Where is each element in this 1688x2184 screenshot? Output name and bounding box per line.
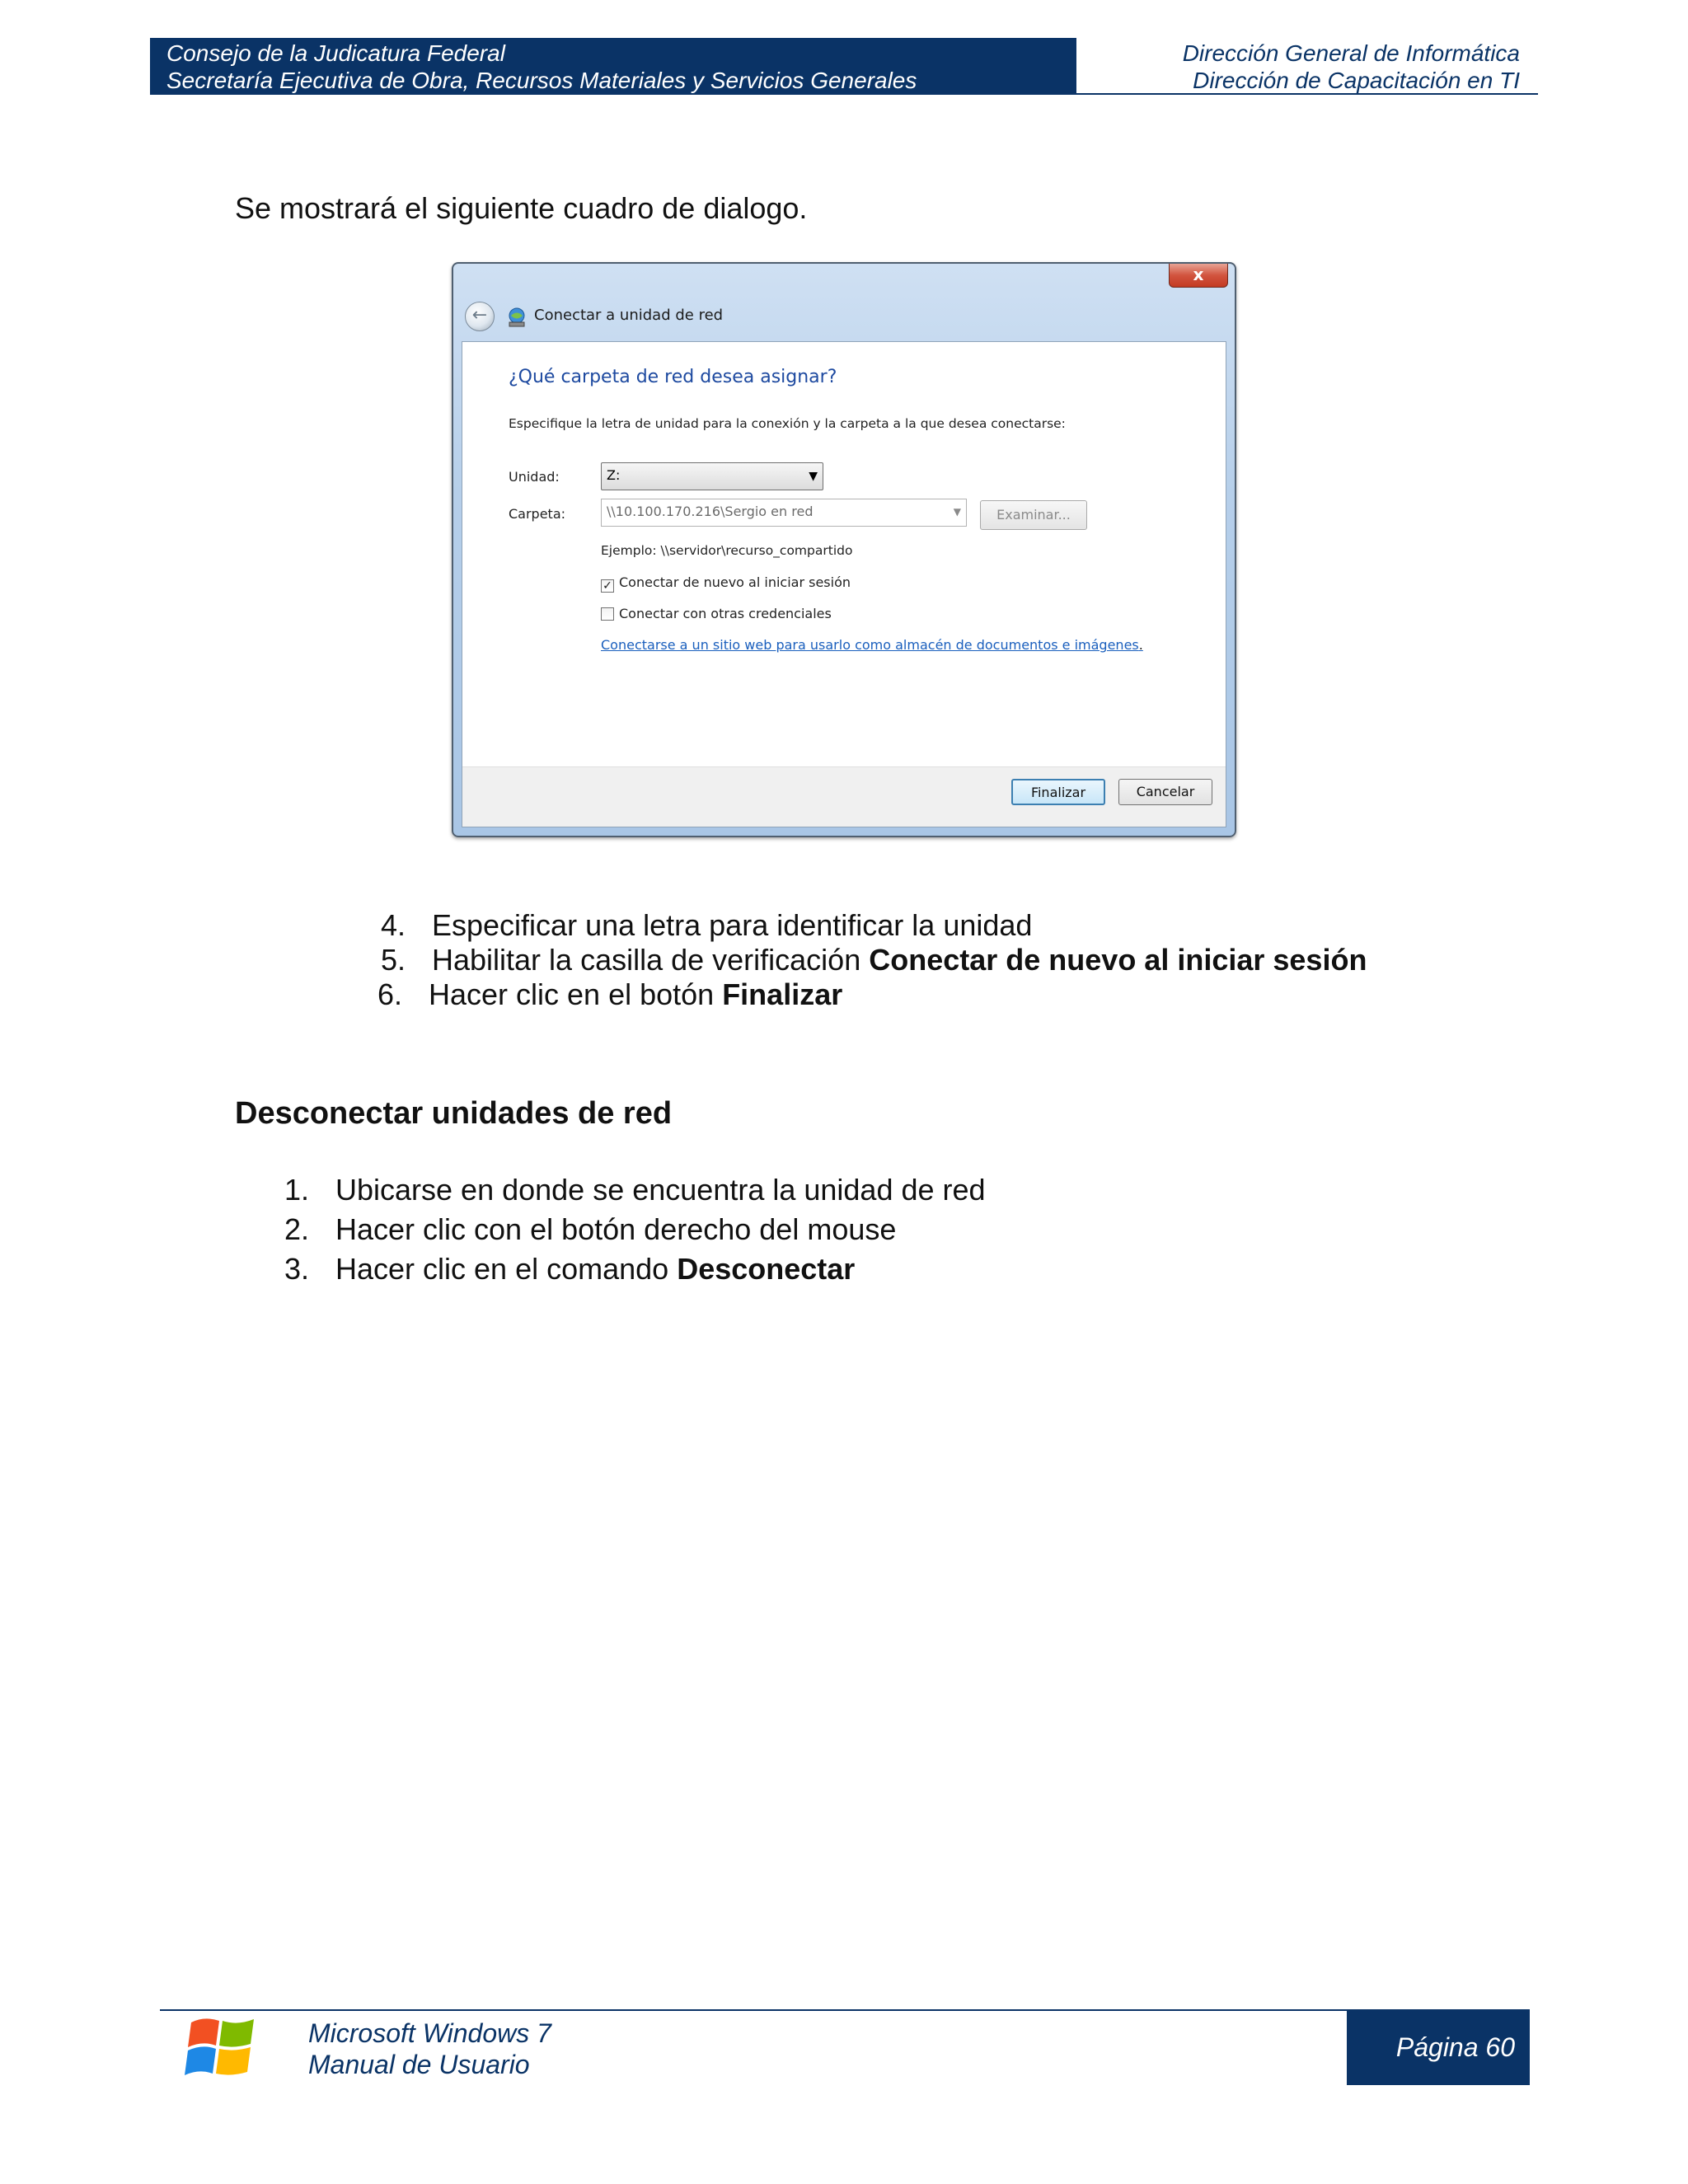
drive-select[interactable] xyxy=(601,462,823,490)
folder-combobox-value: \\10.100.170.216\Sergio en red xyxy=(607,504,814,519)
other-credentials-checkbox[interactable] xyxy=(601,606,832,621)
list-item: 6. Hacer clic en el botón Finalizar xyxy=(377,977,843,1011)
header-rule xyxy=(150,93,1538,95)
list-item: 5. Habilitar la casilla de verificación Conectar de nuevo al iniciar sesión xyxy=(381,943,1367,977)
chevron-down-icon: ▼ xyxy=(953,506,961,518)
back-arrow-icon[interactable]: ← xyxy=(465,302,495,331)
dialog-title: Conectar a unidad de red xyxy=(534,307,724,324)
chevron-down-icon: ▼ xyxy=(809,470,818,483)
section-title: Desconectar unidades de red xyxy=(235,1096,673,1131)
other-credentials-label: Conectar con otras credenciales xyxy=(619,606,832,621)
network-drive-icon xyxy=(506,307,528,328)
list-item: 3. Hacer clic en el comando Desconectar xyxy=(284,1252,856,1286)
folder-example: Ejemplo: \\servidor\recurso_compartido xyxy=(601,543,853,558)
header-direction: Dirección General de Informática xyxy=(1182,40,1520,66)
drive-label: Unidad: xyxy=(509,469,560,485)
drive-select-value: Z: xyxy=(607,467,621,483)
disconnect-steps xyxy=(284,1170,986,1289)
windows-logo-icon xyxy=(183,2011,259,2085)
list-item: 2. Hacer clic con el botón derecho del mouse xyxy=(284,1212,897,1246)
dialog-heading: ¿Qué carpeta de red desea asignar? xyxy=(509,367,837,387)
intro-text: Se mostrará el siguiente cuadro de dialogo. xyxy=(235,191,808,225)
page-number: Página 60 xyxy=(1347,2009,1530,2085)
dialog-content xyxy=(462,341,1226,827)
cancel-button[interactable]: Cancelar xyxy=(1118,779,1212,805)
footer-rule xyxy=(160,2009,1347,2011)
list-item: 4. Especificar una letra para identificar la unidad xyxy=(381,908,1033,942)
header-secretariat: Secretaría Ejecutiva de Obra, Recursos Materiales y Servicios Generales xyxy=(166,68,917,93)
folder-combobox[interactable] xyxy=(601,499,967,527)
empty-checkbox-icon xyxy=(601,607,614,621)
connect-steps xyxy=(377,908,1367,1012)
map-network-drive-dialog xyxy=(452,262,1236,837)
folder-label: Carpeta: xyxy=(509,506,566,522)
footer-title xyxy=(308,2018,551,2080)
browse-button[interactable]: Examinar... xyxy=(980,500,1087,530)
header-right xyxy=(1076,38,1533,94)
dialog-button-bar xyxy=(462,766,1226,827)
footer-manual: Manual de Usuario xyxy=(308,2050,530,2079)
list-item: 1. Ubicarse en donde se encuentra la unidad de red xyxy=(284,1173,986,1207)
finish-button[interactable]: Finalizar xyxy=(1011,779,1105,805)
header-org: Consejo de la Judicatura Federal xyxy=(166,40,505,66)
footer-product: Microsoft Windows 7 xyxy=(308,2018,551,2048)
header-training: Dirección de Capacitación en TI xyxy=(1193,68,1520,93)
website-storage-link[interactable]: Conectarse a un sitio web para usarlo como almacén de documentos e imágenes. xyxy=(601,637,1143,653)
close-button[interactable]: x xyxy=(1169,264,1228,288)
reconnect-checkbox-label: Conectar de nuevo al iniciar sesión xyxy=(619,574,851,590)
checkmark-icon: ✓ xyxy=(601,579,614,593)
dialog-instruction: Especifique la letra de unidad para la conexión y la carpeta a la que desea conectarse: xyxy=(509,416,1066,431)
header-band xyxy=(150,38,1076,94)
reconnect-checkbox[interactable] xyxy=(601,574,851,593)
